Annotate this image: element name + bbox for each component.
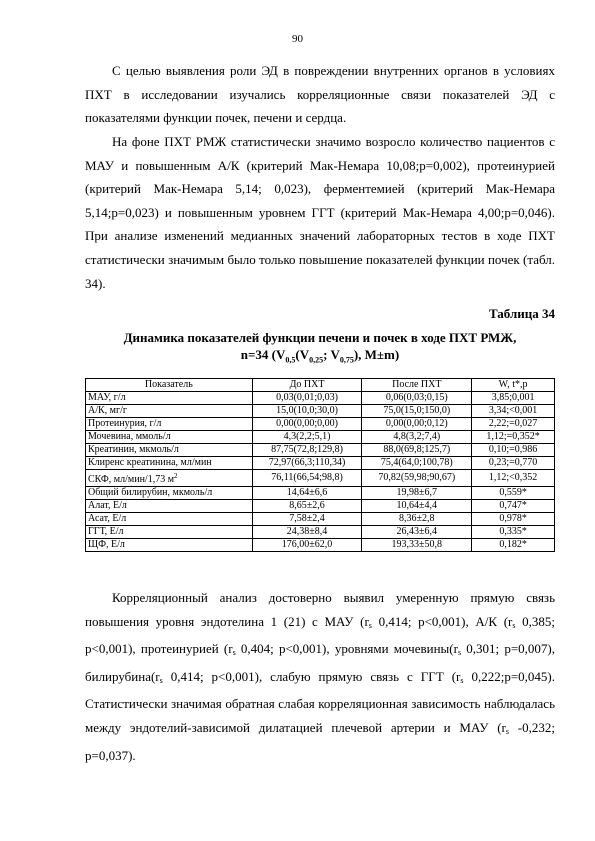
intro-paragraph: С целью выявления роли ЭД в повреждении внутренних органов в условиях ПХТ в исследовании изучались корреляционные связи показателей ЭД с показателями функции почек, печени и сердца.	[85, 63, 555, 126]
after-cell: 70,82(59,98;90,67)	[362, 470, 472, 487]
column-header: После ПХТ	[362, 379, 472, 392]
indicator-cell: ГГТ, Е/л	[86, 526, 253, 539]
after-cell: 193,33±50,8	[362, 539, 472, 552]
table-row	[86, 539, 555, 552]
stat-cell: 0,335*	[472, 526, 555, 539]
table-title-line2: n=34 ($V_{0,5}(V_{0,25}$; $V_{0,75}$), M±m)	[240, 347, 400, 365]
indicator-cell: ЩФ, Е/л	[86, 539, 253, 552]
indicator-cell: Клиренс креатинина, мл/мин	[86, 457, 253, 470]
column-header: W, t*,p	[472, 379, 555, 392]
table-number: Таблица 34	[488, 306, 555, 321]
stat-cell: 2,22;=0,027	[472, 418, 555, 431]
indicator-cell: Алат, Е/л	[86, 500, 253, 513]
stat-cell: 0,747*	[472, 500, 555, 513]
table-header-row	[86, 379, 555, 392]
after-cell: 26,43±6,4	[362, 526, 472, 539]
table-row	[86, 500, 555, 513]
table-row	[86, 431, 555, 444]
indicator-cell: Креатинин, мкмоль/л	[86, 444, 253, 457]
results-paragraph: На фоне ПХТ РМЖ статистически значимо возросло количество пациентов с МАУ и повышенным А/К (критерий Мак-Немара 10,08;p=0,002), протеинурией (критерий Мак-Немара 5,14; 0,023), ферментемией (критерий Мак-Немара 5,14;p=0,023) и повышенным уровнем ГГТ (критерий Мак-Немара 4,00;p=0,046). При анализе изменений медианных значений лабораторных тестов в ходе ПХТ статистически значимым было только повышение показателей функции почек (табл. 34).	[85, 134, 555, 291]
indicator-cell: СКФ, мл/мин/1,73 $м^2$	[86, 470, 253, 487]
column-header: До ПХТ	[252, 379, 362, 392]
before-cell: 4,3(2,2;5,1)	[252, 431, 362, 444]
stat-cell: 0,559*	[472, 487, 555, 500]
table-row	[86, 418, 555, 431]
correlation-paragraph: Корреляционный анализ достоверно выявил умеренную прямую связь повышения уровня эндотелина 1 (21) с МАУ ($r_s$ 0,414; p<0,001), А/К ($r_s$ 0,385; p<0,001), протеинурией ($r_s$ 0,404; p<0,001), уровнями $мочевины(r_s$ 0,301; p=0,007), $билирубина(r_s$ 0,414; p<0,001), слабую прямую связь с ГГТ ($r_s$ 0,222;p=0,045). Статистически значимая обратная слабая корреляционная зависимость наблюдалась между эндотелий-зависимой дилатацией плечевой артерии и МАУ ($r_s$ -0,232; p=0,037).	[85, 590, 555, 763]
after-cell: 0,00(0,00;0,12)	[362, 418, 472, 431]
table-row	[86, 470, 555, 487]
before-cell: 76,11(66,54;98,8)	[252, 470, 362, 487]
stat-cell: 0,182*	[472, 539, 555, 552]
before-cell: 8,65±2,6	[252, 500, 362, 513]
table-title-line1: Динамика показателей функции печени и почек в ходе ПХТ РМЖ,	[123, 330, 517, 345]
after-cell: 75,4(64,0;100,78)	[362, 457, 472, 470]
column-header: Показатель	[86, 379, 253, 392]
before-cell: 14,64±6,6	[252, 487, 362, 500]
before-cell: 24,38±8,4	[252, 526, 362, 539]
table-row	[86, 526, 555, 539]
before-cell: 15,0(10,0;30,0)	[252, 405, 362, 418]
indicator-cell: Асат, Е/л	[86, 513, 253, 526]
indicator-cell: А/К, мг/г	[86, 405, 253, 418]
stat-cell: 3,34;<0,001	[472, 405, 555, 418]
stat-cell: 3,85;0,001	[472, 392, 555, 405]
before-cell: 176,00±62,0	[252, 539, 362, 552]
indicator-cell: Мочевина, ммоль/л	[86, 431, 253, 444]
after-cell: 4,8(3,2;7,4)	[362, 431, 472, 444]
page-number: 90	[292, 33, 303, 45]
table-title	[85, 329, 555, 369]
after-cell: 19,98±6,7	[362, 487, 472, 500]
stat-cell: 1,12;=0,352*	[472, 431, 555, 444]
before-cell: 72,97(66,3;110,34)	[252, 457, 362, 470]
stat-cell: 0,10;=0,986	[472, 444, 555, 457]
before-cell: 0,03(0,01;0,03)	[252, 392, 362, 405]
before-cell: 87,75(72,8;129,8)	[252, 444, 362, 457]
table-row	[86, 405, 555, 418]
table-row	[86, 392, 555, 405]
before-cell: 0,00(0,00;0,00)	[252, 418, 362, 431]
after-cell: 75,0(15,0;150,0)	[362, 405, 472, 418]
stat-cell: 0,23;=0,770	[472, 457, 555, 470]
after-cell: 88,0(69,8;125,7)	[362, 444, 472, 457]
indicator-cell: Общий билирубин, мкмоль/л	[86, 487, 253, 500]
indicator-cell: МАУ, г/л	[86, 392, 253, 405]
after-cell: 8,36±2,8	[362, 513, 472, 526]
table-row	[86, 487, 555, 500]
table-row	[86, 513, 555, 526]
table-row	[86, 457, 555, 470]
after-cell: 0,06(0,03;0,15)	[362, 392, 472, 405]
data-table	[85, 378, 555, 552]
stat-cell: 0,978*	[472, 513, 555, 526]
stat-cell: 1,12;<0,352	[472, 470, 555, 487]
table-row	[86, 444, 555, 457]
indicator-cell: Протеинурия, г/л	[86, 418, 253, 431]
after-cell: 10,64±4,4	[362, 500, 472, 513]
before-cell: 7,58±2,4	[252, 513, 362, 526]
